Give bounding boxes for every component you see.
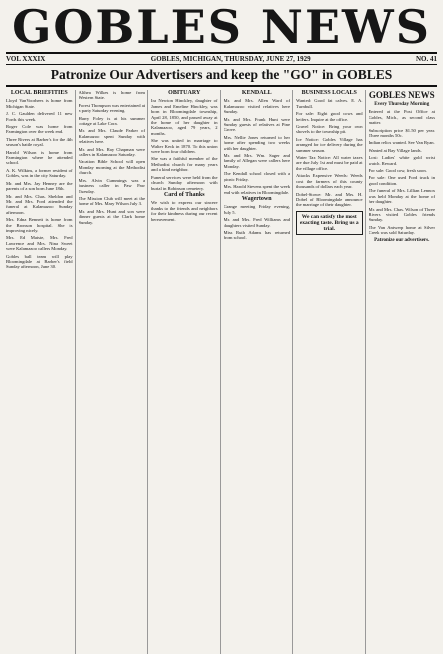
column-paragraph: Harry Foley is at his summer cottage at Lake Cora. [78, 115, 145, 127]
column-paragraph: Indian relics wanted. See Van Ryan. [368, 140, 435, 146]
column-paragraph: The funeral of Mrs. Lillian Lennox was held Monday at the home of her daughter. [368, 188, 435, 205]
volume-label: VOL XXXIX [6, 55, 46, 63]
sidebar-subtitle: Every Thursday Morning [374, 102, 430, 107]
column-heading: KENDALL [241, 90, 272, 96]
column-paragraph: Ira Newton Hinckley, daughter of James and Emeline Hinckley, was born in Bloomingdale township, April 28, 1850, and passed away at the home of her daughter in Kalamazoo, aged 79 years, 2 months. [151, 98, 218, 136]
column-paragraph: Mrs. Alvin Cummings was a business caller in Paw Paw Tuesday. [78, 177, 145, 194]
column-2 [79, 90, 149, 654]
column-4 [224, 90, 294, 654]
column-paragraph: J. C. Gaulden delivered 11 new Fords this week. [6, 111, 73, 122]
column-paragraph: She was a faithful member of the Methodist church for many years and a kind neighbor. [151, 156, 218, 173]
column-paragraph: Mr. and Mrs. Fred Williams and daughters visited Sunday. [223, 217, 290, 228]
column-paragraph: She was united in marriage to Walter Keck in 1870. To this union were born four children. [151, 138, 218, 155]
column-paragraph: Attacks Expensive Weeds: Weeds cost the farmers of this county thousands of dollars each year. [296, 173, 363, 190]
column-paragraph: Gravel Notice: Bring your own shovels to the township pit. [296, 124, 363, 135]
wagertown-heading: Wagertown [241, 195, 272, 202]
column-paragraph: Roger Cole was home from Farmington over the week end. [6, 124, 73, 135]
column-paragraph: Lloyd VanVoorhees is home from Michigan State. [6, 98, 73, 109]
sidebar-title: GOBLES NEWS [368, 90, 435, 100]
column-paragraph: We wish to express our sincere thanks to the friends and neighbors for their kindness during our recent bereavement. [151, 200, 218, 222]
column-paragraph: Subscription price $1.50 per year. Three months 50c. [368, 127, 435, 139]
column-paragraph: Entered at the Post Office at Gobles, Mich., as second class matter. [368, 109, 435, 126]
column-heading: OBITUARY [168, 90, 201, 96]
article-columns [6, 90, 437, 654]
column-paragraph: Forest Thompson was entertained at a party Saturday evening. [78, 102, 146, 114]
column-paragraph: Three Rivers at Barber's for the 4th season's battle royal. [6, 136, 73, 148]
column-paragraph: Mrs. Edna Bennett is home from the Bronson hospital. She is improving nicely. [6, 217, 73, 233]
banner-headline: Patronize Our Advertisers and keep the "GO" in GOBLES [6, 65, 437, 87]
column-paragraph: The Mission Club will meet at the home of Mrs. Mary Wilson July 3. [78, 195, 145, 207]
column-paragraph: Wanted: Good fat calves. E. A. Turnbull. [296, 98, 363, 109]
column-paragraph: For sale: Eight good cows and heifers. Inquire at the office. [296, 111, 363, 122]
column-paragraph: A. K. Wilkins, a former resident of Gobles, was in the city Saturday. [6, 167, 73, 179]
column-6-masthead-box [369, 90, 438, 654]
column-1 [6, 90, 76, 654]
column-paragraph: Wanted at Bay Village lands. [368, 147, 422, 153]
column-paragraph: For sale: Good cow, fresh soon. [368, 168, 427, 174]
column-paragraph: Mr. and Mrs. Allen Ward of Kalamazoo visited relatives here Sunday. [223, 98, 290, 115]
column-paragraph: Gobles ball team will play Bloomingdale at Barber's field Sunday afternoon, June 30. [6, 253, 73, 270]
column-heading: LOCAL BRIEFITIES [10, 90, 68, 96]
column-5 [296, 90, 366, 654]
card-of-thanks-heading: Card of Thanks [163, 191, 205, 198]
column-paragraph: Miss Ruth Adams has returned from school. [223, 229, 290, 241]
masthead-title: GOBLES NEWS [12, 0, 431, 54]
column-paragraph: Grange meeting Friday evening, July 5. [223, 204, 290, 215]
column-heading: BUSINESS LOCALS [301, 90, 357, 96]
column-paragraph: Mr. and Mrs. Wm. Sager and family of Allegan were callers here Monday. [223, 153, 290, 169]
column-paragraph: Mrs. Ed Maiste, Mrs. Fred Lawrence and Mrs. Nina Sweet were Kalamazoo callers Monday. [6, 235, 73, 252]
column-paragraph: Mr. and Mrs. Ray Chapman were callers in Kalamazoo Saturday. [78, 146, 145, 158]
column-paragraph: Vacation Bible School will open Monday morning at the Methodist church. [78, 159, 145, 176]
column-paragraph: Ice Notice: Gobles Village has arranged for ice delivery during the summer season. [296, 136, 363, 153]
column-paragraph: Harold Wilson is home from Farmington where he attended school. [6, 149, 73, 166]
column-paragraph: Dobel-Stowe: Mr. and Mrs. H. Dobel of Bloomingdale announce the marriage of their daughter. [296, 191, 363, 208]
place-date: GOBLES, MICHIGAN, THURSDAY, JUNE 27, 1929 [150, 55, 311, 63]
column-paragraph: For sale: One used Ford truck in good condition. [368, 175, 435, 186]
column-paragraph: Mr. and Mrs. Chas. Sheldon and Mr. and Mrs. Ford attended the funeral at Kalamazoo Sunday afternoon. [6, 193, 73, 215]
column-paragraph: Mrs. Nellie Jones returned to her home after spending two weeks with her daughter. [223, 134, 290, 151]
issue-number: NO. 41 [416, 55, 437, 63]
column-paragraph: Mr. and Mrs. Hunt and son were dinner guests at the Clark home Sunday. [78, 208, 145, 225]
column-paragraph: The Van Antwerp home at Silver Creek was sold Saturday. [368, 224, 435, 236]
column-paragraph: Mr. and Mrs. Frank Hunt were Sunday guests of relatives at Pine Grove. [223, 116, 290, 133]
column-paragraph: Mr. and Mrs. Chas. Wilson of Three Rivers visited Gobles friends Sunday. [368, 206, 435, 223]
column-paragraph: Mr. and Mrs. Claude Parker of Kalamazoo spent Sunday with relatives here. [78, 128, 145, 145]
column-paragraph: Lost: Ladies' white gold wrist watch. Reward. [368, 155, 435, 166]
column-paragraph: Funeral services were held from the church Sunday afternoon with burial in Robinson cemetery. [151, 174, 218, 191]
trial-ad: We can satisfy the most exacting taste. Bring us a trial. [296, 211, 363, 235]
column-paragraph: Mrs. Harold Stevens spent the week end with relatives in Bloomingdale. [223, 184, 290, 195]
column-paragraph: Mr. and Mrs. Jay Henney are the parents of a son born June 18th. [6, 180, 73, 192]
column-paragraph: Althea Wilkes is home from Western State. [78, 90, 145, 101]
column-3 [151, 90, 221, 654]
column-paragraph: Water Tax Notice: All water taxes are due July 1st and must be paid at the village office. [296, 155, 363, 171]
patronize-line: Patronize our advertisers. [374, 237, 430, 243]
column-paragraph: The Kendall school closed with a picnic Friday. [223, 171, 290, 182]
